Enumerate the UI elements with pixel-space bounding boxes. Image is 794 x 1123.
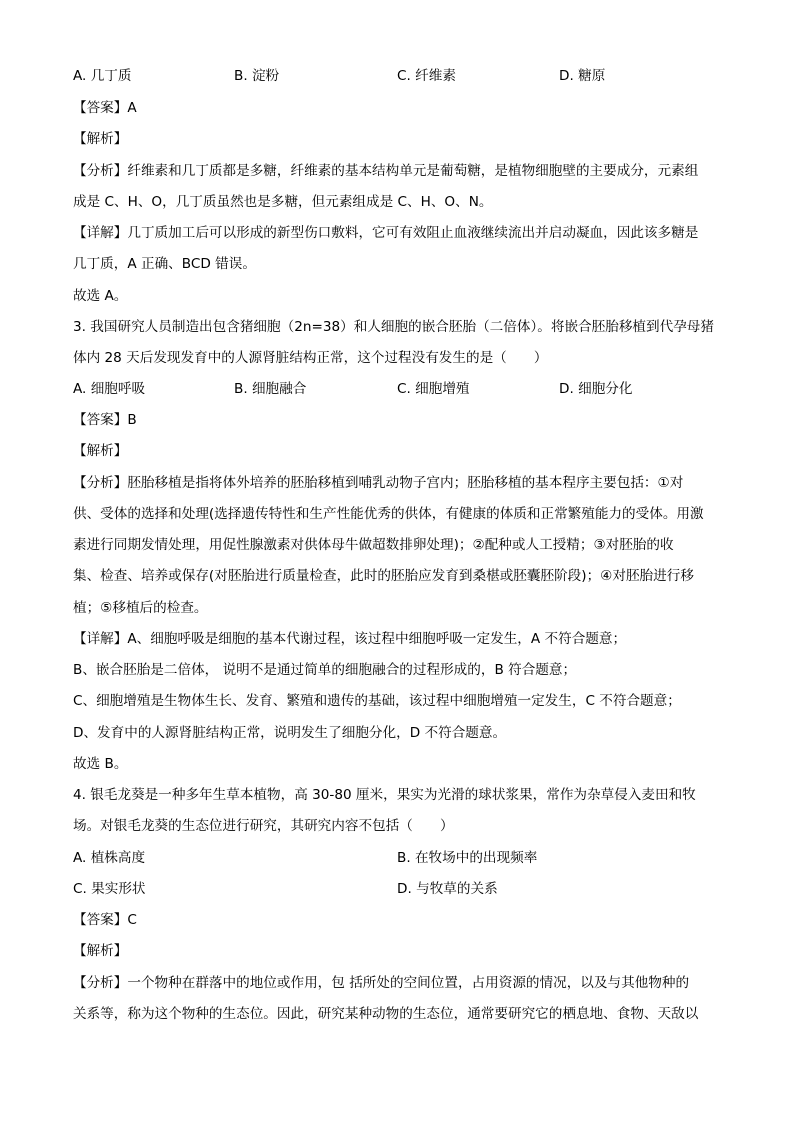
q2-analysis-heading: 【解析】 — [73, 131, 128, 147]
q3-option-c: C. 细胞增殖 — [397, 381, 470, 397]
q4-stem-line: 4. 银毛龙葵是一种多年生草本植物，高 30-80 厘米，果实为光滑的球状浆果，常作为杂草侵入麦田和牧 — [73, 787, 696, 803]
q4-stem-line: 场。对银毛龙葵的生态位进行研究，其研究内容不包括（ ） — [73, 818, 454, 834]
q4-option-b: B. 在牧场中的出现频率 — [397, 850, 538, 866]
q2-option-a: A. 几丁质 — [73, 68, 132, 84]
q2-fenxi-line: 成是 C、H、O，几丁质虽然也是多糖，但元素组成是 C、H、O、N。 — [73, 194, 493, 210]
q4-answer: 【答案】C — [73, 912, 137, 928]
q3-conclusion: 故选 B。 — [73, 756, 128, 772]
q4-option-a: A. 植株高度 — [73, 850, 146, 866]
q3-xiangjie-line: C、细胞增殖是生物体生长、发育、繁殖和遗传的基础，该过程中细胞增殖一定发生，C 不符合题意； — [73, 693, 681, 709]
q3-option-d: D. 细胞分化 — [559, 381, 633, 397]
q4-option-c: C. 果实形状 — [73, 881, 146, 897]
q3-stem-line: 体内 28 天后发现发育中的人源肾脏结构正常，这个过程没有发生的是（ ） — [73, 350, 548, 366]
q4-analysis-heading: 【解析】 — [73, 943, 128, 959]
q4-fenxi-line: 【分析】一个物种在群落中的地位或作用，包 括所处的空间位置，占用资源的情况，以及与其他物种的 — [73, 975, 690, 991]
q2-xiangjie-line: 几丁质，A 正确、BCD 错误。 — [73, 256, 256, 272]
q3-stem-line: 3. 我国研究人员制造出包含猪细胞（2n=38）和人细胞的嵌合胚胎（二倍体）。将嵌合胚胎移植到代孕母猪 — [73, 319, 714, 335]
q4-option-d: D. 与牧草的关系 — [397, 881, 498, 897]
q3-xiangjie-line: B、嵌合胚胎是二倍体， 说明不是通过简单的细胞融合的过程形成的，B 符合题意； — [73, 662, 577, 678]
q3-fenxi-line: 供、受体的选择和处理(选择遗传特性和生产性能优秀的供体，有健康的体质和正常繁殖能力的受体。用激 — [73, 506, 704, 522]
q2-option-d: D. 糖原 — [559, 68, 606, 84]
q3-answer: 【答案】B — [73, 412, 137, 428]
q2-option-c: C. 纤维素 — [397, 68, 456, 84]
q3-fenxi-line: 素进行同期发情处理，用促性腺激素对供体母牛做超数排卵处理)；②配种或人工授精；③对胚胎的收 — [73, 537, 674, 553]
q3-xiangjie-line: 【详解】A、细胞呼吸是细胞的基本代谢过程，该过程中细胞呼吸一定发生，A 不符合题意； — [73, 631, 627, 647]
q4-fenxi-line: 关系等，称为这个物种的生态位。因此，研究某种动物的生态位，通常要研究它的栖息地、食物、天敌以 — [73, 1006, 699, 1022]
q3-fenxi-line: 集、检查、培养或保存(对胚胎进行质量检查，此时的胚胎应发育到桑椹或胚囊胚阶段)；④对胚胎进行移 — [73, 568, 694, 584]
q2-xiangjie-line: 【详解】几丁质加工后可以形成的新型伤口敷料，它可有效阻止血液继续流出并启动凝血，因此该多糖是 — [73, 225, 699, 241]
q3-option-b: B. 细胞融合 — [234, 381, 307, 397]
q3-xiangjie-line: D、发育中的人源肾脏结构正常，说明发生了细胞分化，D 不符合题意。 — [73, 725, 507, 741]
q3-analysis-heading: 【解析】 — [73, 443, 128, 459]
q2-fenxi-line: 【分析】纤维素和几丁质都是多糖，纤维素的基本结构单元是葡萄糖，是植物细胞壁的主要成分，元素组 — [73, 163, 699, 179]
q2-option-b: B. 淀粉 — [234, 68, 280, 84]
q2-conclusion: 故选 A。 — [73, 288, 128, 304]
q3-fenxi-line: 【分析】胚胎移植是指将体外培养的胚胎移植到哺乳动物子宫内；胚胎移植的基本程序主要包括：①对 — [73, 475, 684, 491]
q2-answer: 【答案】A — [73, 100, 137, 116]
q3-fenxi-line: 植；⑤移植后的检查。 — [73, 600, 208, 616]
q3-option-a: A. 细胞呼吸 — [73, 381, 146, 397]
